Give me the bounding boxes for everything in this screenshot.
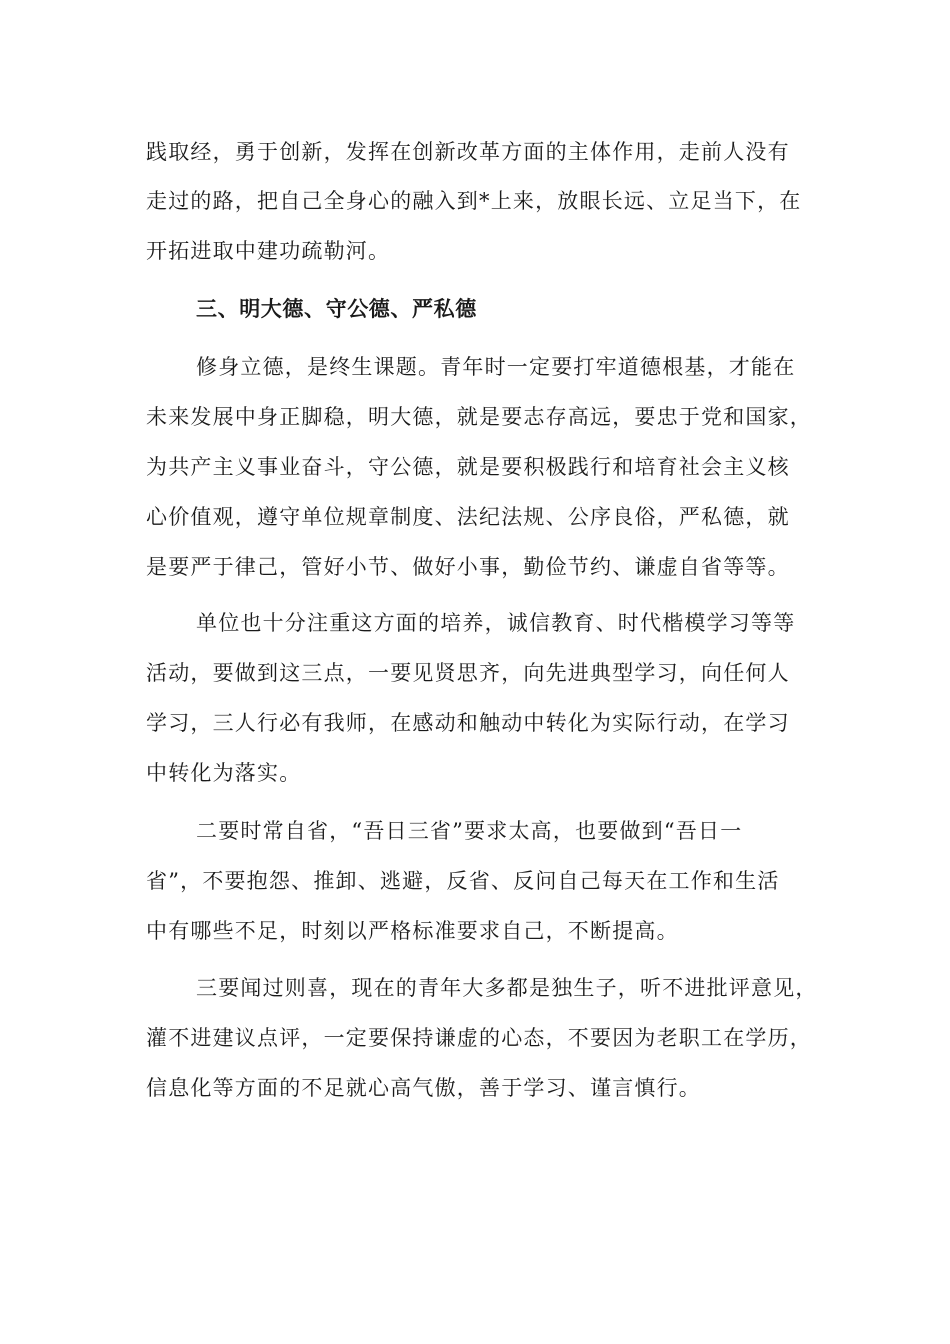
- paragraph-line: 学习，三人行必有我师，在感动和触动中转化为实际行动，在学习: [146, 711, 790, 735]
- paragraph-line: 灌不进建议点评，一定要保持谦虚的心态，不要因为老职工在学历，: [146, 1026, 812, 1050]
- paragraph-line: 践取经，勇于创新，发挥在创新改革方面的主体作用，走前人没有: [146, 140, 790, 164]
- paragraph-line: 三要闻过则喜，现在的青年大多都是独生子，听不进批评意见，: [196, 976, 818, 1000]
- paragraph-line: 省”，不要抱怨、推卸、逃避，反省、反问自己每天在工作和生活: [146, 869, 780, 893]
- paragraph-line: 单位也十分注重这方面的培养，诚信教育、时代楷模学习等等: [196, 611, 796, 635]
- paragraph-line: 走过的路，把自己全身心的融入到*上来，放眼长远、立足当下，在: [146, 189, 802, 213]
- paragraph-line: 心价值观，遵守单位规章制度、法纪法规、公序良俗，严私德，就: [146, 505, 790, 529]
- paragraph-line: 开拓进取中建功疏勒河。: [146, 239, 391, 263]
- paragraph-line: 为共产主义事业奋斗，守公德，就是要积极践行和培育社会主义核: [146, 455, 790, 479]
- paragraph-line: 中转化为落实。: [146, 761, 302, 785]
- paragraph-line: 活动，要做到这三点，一要见贤思齐，向先进典型学习，向任何人: [146, 661, 790, 685]
- paragraph-line: 未来发展中身正脚稳，明大德，就是要志存高远，要忠于党和国家，: [146, 405, 812, 429]
- paragraph-line: 信息化等方面的不足就心高气傲，善于学习、谨言慎行。: [146, 1076, 701, 1100]
- paragraph-line: 是要严于律己，管好小节、做好小事，勤俭节约、谦虚自省等等。: [146, 555, 790, 579]
- paragraph-line: 中有哪些不足，时刻以严格标准要求自己，不断提高。: [146, 919, 679, 943]
- paragraph-line: 修身立德，是终生课题。青年时一定要打牢道德根基，才能在: [196, 355, 796, 379]
- section-heading: 三、明大德、守公德、严私德: [196, 297, 477, 321]
- paragraph-line: 二要时常自省，“吾日三省”要求太高，也要做到“吾日一: [196, 819, 743, 843]
